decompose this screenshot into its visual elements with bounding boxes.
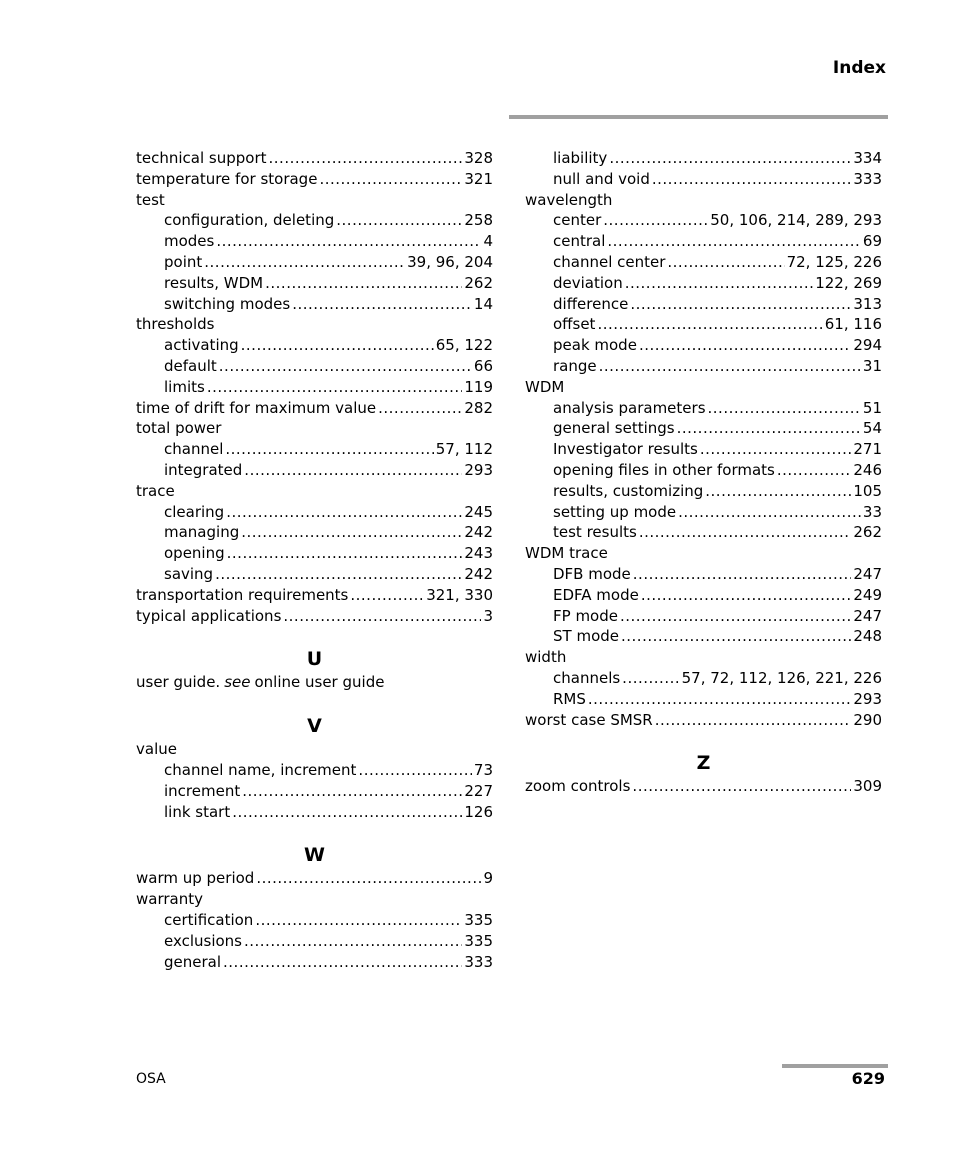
entry-term: ST mode	[553, 627, 619, 646]
entry-pages: 262	[464, 273, 493, 292]
entry-term: exclusions	[164, 931, 242, 950]
entry-pages: 122, 269	[815, 273, 882, 292]
entry-pages: 54	[862, 419, 882, 438]
index-subentry	[136, 377, 493, 398]
entry-pages: 334	[853, 149, 882, 167]
entry-term: activating	[164, 336, 239, 355]
index-entry	[525, 190, 882, 211]
index-entry	[525, 377, 882, 398]
index-column-right	[525, 148, 882, 797]
index-subentry	[525, 294, 882, 315]
entry-term: general settings	[553, 419, 675, 438]
index-subentry	[136, 931, 493, 952]
entry-term: managing	[164, 523, 240, 542]
dot-leader	[599, 356, 861, 377]
entry-pages: 262	[853, 523, 882, 542]
index-entry	[525, 710, 882, 731]
entries-z	[525, 776, 882, 797]
entry-term: Investigator results	[553, 440, 698, 459]
entry-pages: 248	[853, 627, 882, 646]
dot-leader	[241, 522, 462, 543]
entry-pages: 242	[464, 564, 493, 583]
entry-pages: 333	[853, 169, 882, 188]
index-subentry	[525, 668, 882, 689]
index-subentry	[525, 502, 882, 523]
entry-term: DFB mode	[553, 564, 631, 583]
entry-pages: 294	[853, 336, 882, 355]
dot-leader	[677, 418, 861, 439]
dot-leader	[705, 481, 851, 502]
entry-term: channels	[553, 668, 621, 687]
entry-term: thresholds	[136, 315, 215, 334]
index-subentry	[136, 231, 493, 252]
index-subentry	[525, 398, 882, 419]
dot-leader	[655, 710, 852, 731]
index-entry	[136, 169, 493, 190]
entry-term: test	[136, 190, 165, 209]
entry-term: time of drift for maximum value	[136, 398, 377, 417]
entry-term: increment	[164, 781, 241, 800]
entry-term: null and void	[553, 169, 650, 188]
entries-w-continued	[525, 148, 882, 730]
entry-pages: 50, 106, 214, 289, 293	[710, 211, 882, 230]
entry-pages: 73	[473, 760, 493, 779]
section-letter-v: V	[307, 715, 322, 738]
index-subentry	[525, 689, 882, 710]
index-subentry	[136, 356, 493, 377]
entry-term: saving	[164, 564, 214, 583]
dot-leader	[242, 781, 462, 802]
dot-leader	[292, 294, 472, 315]
entry-pages: 335	[464, 931, 493, 950]
entry-pages: 51	[862, 398, 882, 417]
entry-term: transportation requirements	[136, 585, 349, 604]
index-entry	[136, 190, 493, 211]
index-subentry	[136, 252, 493, 273]
entry-term: central	[553, 232, 606, 251]
index-subentry	[136, 439, 493, 460]
dot-leader	[588, 689, 851, 710]
dot-leader	[622, 668, 679, 689]
entry-term: technical support	[136, 149, 267, 167]
entry-term: general	[164, 952, 222, 971]
entry-pages: 4	[483, 232, 493, 251]
entry-term: opening	[164, 544, 225, 563]
entry-term: analysis parameters	[553, 398, 706, 417]
index-subentry	[525, 335, 882, 356]
index-entry	[136, 314, 493, 335]
entry-term: channel name, increment	[164, 760, 357, 779]
entry-term: channel center	[553, 252, 666, 271]
entry-term: total power	[136, 419, 222, 438]
entry-term: point	[164, 252, 203, 271]
index-subentry	[525, 314, 882, 335]
entry-term: width	[525, 648, 567, 667]
entry-pages: 245	[464, 502, 493, 521]
dot-leader	[283, 606, 481, 627]
footer-product-name: OSA	[136, 1071, 166, 1087]
dot-leader	[621, 626, 851, 647]
entry-term: EDFA mode	[553, 585, 639, 604]
entry-pages: 119	[464, 377, 493, 396]
index-entry	[136, 418, 493, 439]
dot-leader	[607, 231, 861, 252]
dot-leader	[225, 439, 433, 460]
header-rule	[509, 115, 888, 119]
entry-pages: 126	[464, 802, 493, 821]
entry-pages: 271	[853, 440, 882, 459]
entry-term: opening files in other formats	[553, 460, 775, 479]
index-subentry	[525, 231, 882, 252]
entry-pages: 293	[464, 460, 493, 479]
entry-term: value	[136, 740, 177, 759]
index-subentry	[525, 148, 882, 169]
index-entry	[136, 889, 493, 910]
entry-term: warm up period	[136, 869, 255, 888]
dot-leader	[639, 522, 852, 543]
dot-leader	[336, 210, 462, 231]
entry-pages: 61, 116	[824, 315, 882, 334]
entries-t	[136, 148, 493, 626]
dot-leader	[244, 460, 462, 481]
entry-pages: 247	[853, 564, 882, 583]
index-subentry	[136, 460, 493, 481]
index-subentry	[525, 169, 882, 190]
entry-pages: 333	[464, 952, 493, 971]
dot-leader	[633, 564, 852, 585]
dot-leader	[244, 931, 462, 952]
dot-leader	[265, 273, 462, 294]
dot-leader	[620, 606, 851, 627]
entry-term: limits	[164, 377, 205, 396]
entry-pages: 57, 112	[435, 440, 493, 459]
index-subentry	[525, 564, 882, 585]
entry-term: switching modes	[164, 294, 291, 313]
entry-term: liability	[553, 149, 608, 167]
entry-pages: 309	[853, 777, 882, 796]
entry-term: user guide.	[136, 673, 221, 692]
dot-leader	[241, 335, 434, 356]
page-number: 629	[851, 1069, 885, 1088]
index-subentry	[525, 606, 882, 627]
entry-pages: 321, 330	[426, 585, 493, 604]
entry-term: FP mode	[553, 606, 618, 625]
index-subentry	[136, 273, 493, 294]
dot-leader	[350, 585, 424, 606]
index-entry	[525, 776, 882, 797]
dot-leader	[204, 252, 405, 273]
dot-leader	[232, 802, 462, 823]
index-entry	[136, 585, 493, 606]
entry-term: RMS	[553, 689, 586, 708]
entry-pages: 290	[853, 710, 882, 729]
entry-term: link start	[164, 802, 231, 821]
index-entry	[136, 148, 493, 169]
dot-leader	[777, 460, 852, 481]
index-subentry	[136, 781, 493, 802]
index-entry	[136, 398, 493, 419]
entry-pages: 335	[464, 910, 493, 929]
index-subentry	[136, 543, 493, 564]
dot-leader	[597, 314, 822, 335]
entry-pages: 72, 125, 226	[786, 252, 882, 271]
index-entry	[136, 606, 493, 627]
entry-pages: 65, 122	[435, 336, 493, 355]
entry-term: results, WDM	[164, 273, 264, 292]
index-column-left	[136, 148, 493, 972]
index-subentry	[136, 760, 493, 781]
entries-v	[136, 739, 493, 822]
index-subentry	[525, 522, 882, 543]
entry-pages: 246	[853, 460, 882, 479]
dot-leader	[639, 335, 851, 356]
index-subentry	[136, 522, 493, 543]
entry-term: integrated	[164, 460, 243, 479]
index-entry-see	[136, 672, 493, 693]
index-subentry	[525, 252, 882, 273]
index-subentry	[525, 481, 882, 502]
entry-term: peak mode	[553, 336, 637, 355]
entry-term: warranty	[136, 890, 203, 909]
see-label: see	[224, 673, 251, 692]
entry-pages: 328	[464, 149, 493, 167]
index-subentry	[525, 460, 882, 481]
index-subentry	[525, 356, 882, 377]
dot-leader	[609, 148, 851, 169]
section-letter-z: Z	[696, 752, 711, 775]
entry-term: default	[164, 356, 217, 375]
index-subentry	[136, 564, 493, 585]
index-subentry	[136, 294, 493, 315]
dot-leader	[667, 252, 784, 273]
entry-pages: 247	[853, 606, 882, 625]
index-subentry	[525, 273, 882, 294]
entry-term: trace	[136, 481, 175, 500]
entries-w	[136, 868, 493, 972]
page-header-title: Index	[832, 58, 886, 78]
entry-term: difference	[553, 294, 629, 313]
dot-leader	[319, 169, 462, 190]
entry-pages: 66	[473, 356, 493, 375]
dot-leader	[269, 148, 463, 169]
index-subentry	[136, 502, 493, 523]
entry-term: certification	[164, 910, 254, 929]
entry-pages: 9	[483, 869, 493, 888]
index-subentry	[525, 418, 882, 439]
dot-leader	[215, 564, 462, 585]
dot-leader	[652, 169, 852, 190]
entry-term: WDM	[525, 377, 565, 396]
dot-leader	[216, 231, 481, 252]
index-subentry	[525, 439, 882, 460]
entry-pages: 282	[464, 398, 493, 417]
dot-leader	[223, 952, 462, 973]
dot-leader	[358, 760, 471, 781]
entry-term: center	[553, 211, 602, 230]
footer-rule	[782, 1064, 888, 1068]
dot-leader	[603, 210, 708, 231]
dot-leader	[678, 502, 861, 523]
entry-term: typical applications	[136, 606, 282, 625]
dot-leader	[632, 776, 851, 797]
section-letter-w: W	[304, 844, 325, 867]
section-letter-u: U	[306, 648, 323, 671]
dot-leader	[255, 910, 462, 931]
entry-term: wavelength	[525, 190, 613, 209]
entry-term: setting up mode	[553, 502, 677, 521]
entry-pages: 227	[464, 781, 493, 800]
index-entry	[136, 739, 493, 760]
dot-leader	[630, 294, 851, 315]
entry-term: zoom controls	[525, 777, 631, 796]
dot-leader	[226, 502, 462, 523]
entry-term: WDM trace	[525, 544, 608, 563]
dot-leader	[708, 398, 861, 419]
entry-term: worst case SMSR	[525, 710, 653, 729]
entry-pages: 69	[862, 232, 882, 251]
index-subentry	[525, 626, 882, 647]
entry-term: range	[553, 356, 597, 375]
entry-pages: 249	[853, 585, 882, 604]
entry-pages: 105	[853, 481, 882, 500]
entry-pages: 57, 72, 112, 126, 221, 226	[681, 668, 882, 687]
entry-pages: 258	[464, 211, 493, 230]
entry-term: test results	[553, 523, 637, 542]
index-subentry	[136, 802, 493, 823]
dot-leader	[227, 543, 463, 564]
entry-pages: 39, 96, 204	[407, 252, 493, 271]
entry-pages: 31	[862, 356, 882, 375]
entry-pages: 242	[464, 523, 493, 542]
dot-leader	[207, 377, 463, 398]
entry-term: configuration, deleting	[164, 211, 335, 230]
entry-pages: 321	[464, 169, 493, 188]
index-subentry	[525, 585, 882, 606]
entry-term: temperature for storage	[136, 169, 318, 188]
entry-pages: 3	[483, 606, 493, 625]
dot-leader	[641, 585, 852, 606]
index-entry	[136, 868, 493, 889]
index-entry	[525, 647, 882, 668]
dot-leader	[378, 398, 462, 419]
entry-pages: 293	[853, 689, 882, 708]
entry-term: offset	[553, 315, 596, 334]
entry-term: clearing	[164, 502, 225, 521]
entry-term: modes	[164, 232, 215, 251]
entry-pages: 33	[862, 502, 882, 521]
dot-leader	[625, 273, 813, 294]
entry-pages: 313	[853, 294, 882, 313]
index-subentry	[136, 210, 493, 231]
entry-term: channel	[164, 440, 224, 459]
entry-pages: 243	[464, 544, 493, 563]
entry-term: deviation	[553, 273, 623, 292]
index-subentry	[136, 910, 493, 931]
see-target: online user guide	[254, 673, 385, 692]
index-subentry	[525, 210, 882, 231]
index-subentry	[136, 335, 493, 356]
index-subentry	[136, 952, 493, 973]
entry-pages: 14	[473, 294, 493, 313]
index-entry	[525, 543, 882, 564]
index-entry	[136, 481, 493, 502]
dot-leader	[256, 868, 481, 889]
dot-leader	[700, 439, 852, 460]
dot-leader	[219, 356, 472, 377]
entry-term: results, customizing	[553, 481, 704, 500]
